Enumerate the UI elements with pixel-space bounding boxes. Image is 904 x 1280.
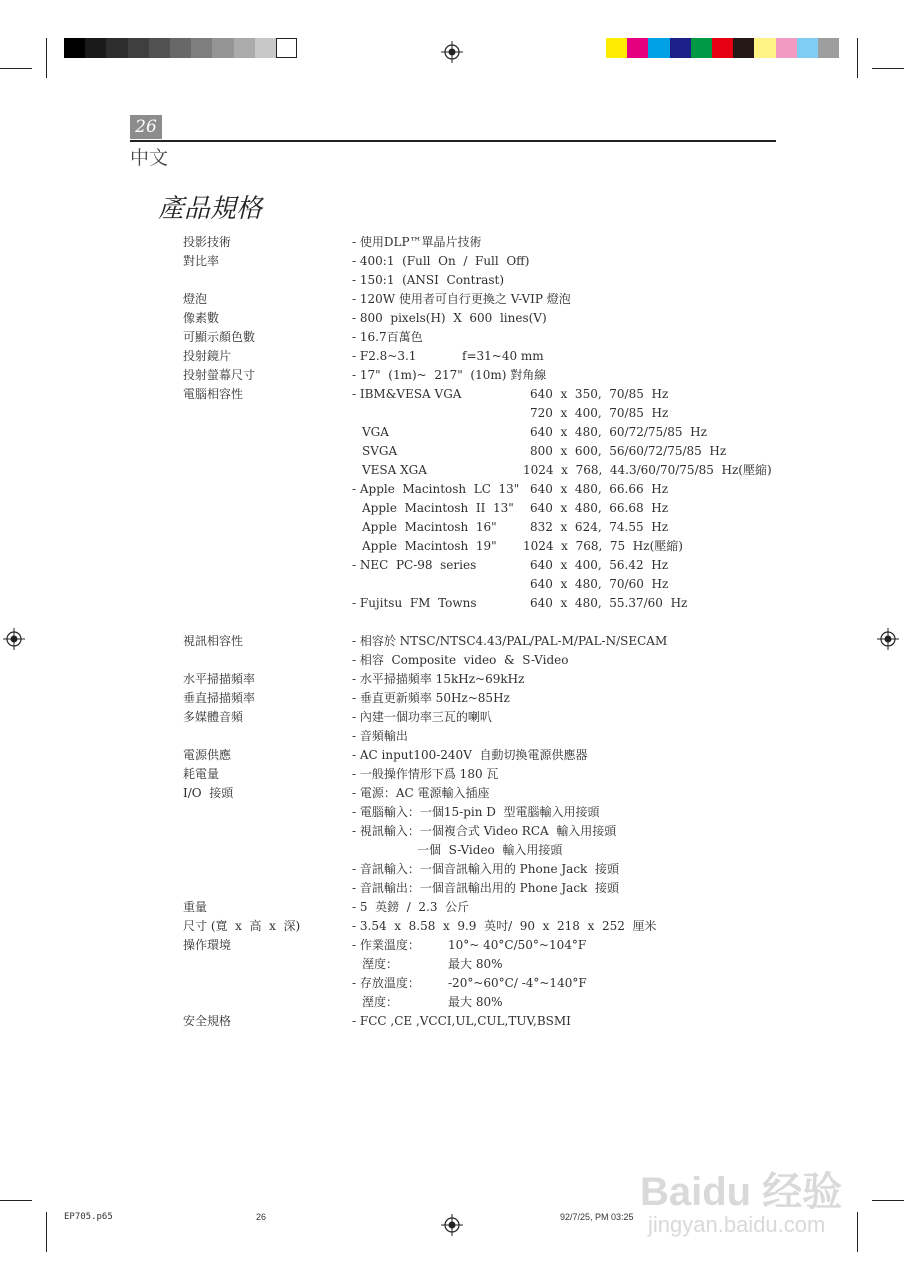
spec-value: - 音訊輸入：一個音訊輸入用的 Phone Jack 接頭: [352, 862, 619, 876]
spec-value: f=31~40 mm: [462, 349, 544, 363]
compat-name: Apple Macintosh 16": [362, 520, 497, 534]
spec-label: 耗電量: [183, 767, 220, 781]
spec-label: 像素數: [183, 311, 220, 325]
spec-label: 電源供應: [183, 748, 232, 762]
spec-value: 溼度：: [362, 957, 399, 971]
color-swatch: [712, 38, 733, 58]
spec-value: - 音頻輸出: [352, 729, 408, 743]
compat-name: - Apple Macintosh LC 13": [352, 482, 520, 496]
registration-mark-icon: [441, 41, 463, 63]
spec-value: - 電源：AC 電源輸入插座: [352, 786, 490, 800]
spec-value: - 電腦輸入：一個15-pin D 型電腦輸入用接頭: [352, 805, 600, 819]
crop-mark: [872, 1200, 904, 1201]
gray-swatch: [276, 38, 297, 58]
compat-name: VGA: [362, 425, 389, 439]
compat-mode: 1024 x 768, 44.3/60/70/75/85 Hz(壓縮): [523, 463, 772, 477]
color-swatch: [733, 38, 754, 58]
compat-mode: 640 x 480, 66.68 Hz: [530, 501, 669, 515]
spec-value: - 水平掃描頻率 15kHz~69kHz: [352, 672, 525, 686]
spec-value: - 400:1 (Full On / Full Off): [352, 254, 530, 268]
spec-value: - 使用DLP™單晶片技術: [352, 235, 482, 249]
compat-mode: 640 x 480, 60/72/75/85 Hz: [530, 425, 707, 439]
spec-value: - F2.8~3.1: [352, 349, 417, 363]
crop-mark: [857, 38, 858, 78]
spec-label: 操作環境: [183, 938, 232, 952]
compat-mode: 640 x 480, 70/60 Hz: [530, 577, 669, 591]
gray-swatch: [106, 38, 127, 58]
spec-label: 投影技術: [183, 235, 232, 249]
section-title: 產品規格: [158, 194, 263, 224]
footer-file-name: EP705.p65: [64, 1212, 113, 1222]
color-swatch: [670, 38, 691, 58]
spec-label: 投射鏡片: [183, 349, 232, 363]
registration-mark-icon: [441, 1214, 463, 1236]
crop-mark: [0, 1200, 32, 1201]
spec-value: - 存放溫度：: [352, 976, 420, 990]
spec-value: - 垂直更新頻率 50Hz~85Hz: [352, 691, 510, 705]
spec-value: 最大 80%: [448, 995, 503, 1009]
spec-value: - 視訊輸入：一個複合式 Video RCA 輸入用接頭: [352, 824, 617, 838]
compat-mode: 800 x 600, 56/60/72/75/85 Hz: [530, 444, 727, 458]
spec-label: 尺寸 (寬 x 高 x 深): [183, 919, 301, 933]
color-swatch: [818, 38, 839, 58]
compat-name: SVGA: [362, 444, 398, 458]
color-swatch: [627, 38, 648, 58]
language-label: 中文: [130, 147, 169, 169]
color-swatch: [754, 38, 775, 58]
spec-value: 一個 S-Video 輸入用接頭: [417, 843, 563, 857]
compat-name: VESA XGA: [362, 463, 427, 477]
compat-mode: 720 x 400, 70/85 Hz: [530, 406, 669, 420]
spec-label: 垂直掃描頻率: [183, 691, 256, 705]
compat-mode: 640 x 480, 55.37/60 Hz: [530, 596, 688, 610]
compat-mode: 640 x 350, 70/85 Hz: [530, 387, 669, 401]
spec-value: 溼度：: [362, 995, 399, 1009]
compat-mode: 832 x 624, 74.55 Hz: [530, 520, 669, 534]
spec-value: - 5 英鎊 / 2.3 公斤: [352, 900, 470, 914]
registration-mark-icon: [3, 628, 25, 650]
compat-name: - Fujitsu FM Towns: [352, 596, 477, 610]
spec-value: - 作業溫度：: [352, 938, 420, 952]
spec-value: - 120W 使用者可自行更換之 V-VIP 燈泡: [352, 292, 571, 306]
spec-value: - 17" (1m)~ 217" (10m) 對角線: [352, 368, 547, 382]
compat-mode: 640 x 400, 56.42 Hz: [530, 558, 669, 572]
gray-swatch: [64, 38, 85, 58]
compat-mode: 1024 x 768, 75 Hz(壓縮): [523, 539, 683, 553]
crop-mark: [46, 1212, 47, 1252]
spec-label: 視訊相容性: [183, 634, 244, 648]
gray-swatch: [212, 38, 233, 58]
crop-mark: [857, 1212, 858, 1252]
spec-value: -20°~60°C/ -4°~140°F: [448, 976, 587, 990]
spec-value: - 3.54 x 8.58 x 9.9 英吋/ 90 x 218 x 252 厘米: [352, 919, 657, 933]
page-number-badge: 26: [130, 115, 162, 139]
color-swatch: [776, 38, 797, 58]
footer-timestamp: 92/7/25, PM 03:25: [560, 1212, 634, 1222]
header-rule: [130, 140, 776, 142]
crop-mark: [0, 68, 32, 69]
color-swatch: [797, 38, 818, 58]
spec-value: 10°~ 40°C/50°~104°F: [448, 938, 587, 952]
spec-label: 水平掃描頻率: [183, 672, 256, 686]
spec-value: - 150:1 (ANSI Contrast): [352, 273, 505, 287]
compat-name: Apple Macintosh II 13": [362, 501, 514, 515]
gray-swatch: [149, 38, 170, 58]
spec-value: - 相容 Composite video & S-Video: [352, 653, 569, 667]
compat-name: Apple Macintosh 19": [362, 539, 497, 553]
spec-value: 最大 80%: [448, 957, 503, 971]
spec-value: - 800 pixels(H) X 600 lines(V): [352, 311, 547, 325]
footer-page-number: 26: [256, 1212, 267, 1222]
spec-value: - 相容於 NTSC/NTSC4.43/PAL/PAL-M/PAL-N/SECAM: [352, 634, 668, 648]
spec-value: - 音訊輸出：一個音訊輸出用的 Phone Jack 接頭: [352, 881, 619, 895]
spec-value: - FCC ,CE ,VCCI,UL,CUL,TUV,BSMI: [352, 1014, 571, 1028]
baidu-watermark-logo: Baidu 经验: [640, 1170, 843, 1214]
gray-swatch: [128, 38, 149, 58]
spec-label: 安全規格: [183, 1014, 232, 1028]
gray-swatch: [191, 38, 212, 58]
spec-value: - AC input100-240V 自動切換電源供應器: [352, 748, 588, 762]
spec-label: I/O 接頭: [183, 786, 234, 800]
gray-swatch: [170, 38, 191, 58]
gray-swatch: [234, 38, 255, 58]
gray-swatch: [85, 38, 106, 58]
color-swatch: [648, 38, 669, 58]
gray-swatch: [255, 38, 276, 58]
spec-value: - 16.7百萬色: [352, 330, 423, 344]
compat-name: - IBM&VESA VGA: [352, 387, 462, 401]
color-swatch: [606, 38, 627, 58]
spec-label: 對比率: [183, 254, 220, 268]
spec-label: 重量: [183, 900, 208, 914]
compat-mode: 640 x 480, 66.66 Hz: [530, 482, 669, 496]
crop-mark: [872, 68, 904, 69]
registration-mark-icon: [877, 628, 899, 650]
crop-mark: [46, 38, 47, 78]
spec-label: 投射螢幕尺寸: [183, 368, 256, 382]
compat-name: - NEC PC-98 series: [352, 558, 477, 572]
spec-label: 電腦相容性: [183, 387, 244, 401]
spec-label: 燈泡: [183, 292, 208, 306]
spec-label: 多媒體音頻: [183, 710, 244, 724]
watermark-url: jingyan.baidu.com: [648, 1212, 826, 1237]
spec-value: - 一般操作情形下爲 180 瓦: [352, 767, 499, 781]
spec-value: - 內建一個功率三瓦的喇叭: [352, 710, 492, 724]
spec-label: 可顯示顏色數: [183, 330, 256, 344]
color-swatch: [691, 38, 712, 58]
